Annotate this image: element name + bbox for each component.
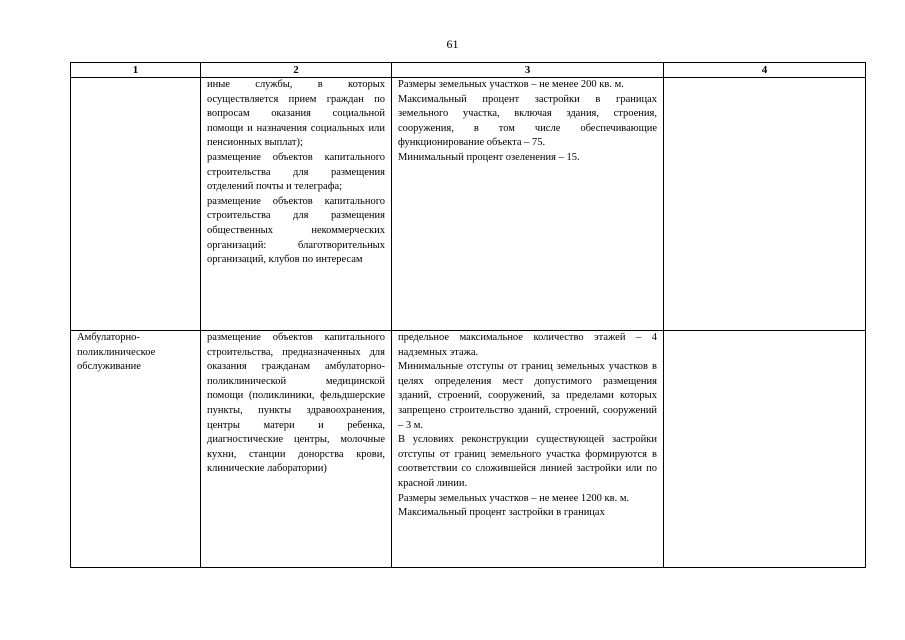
parameter-paragraph: Максимальный процент застройки в границах (398, 507, 605, 519)
table-header-row (71, 63, 866, 78)
column-header-2: 2 (201, 63, 392, 78)
restrictions-cell (664, 78, 866, 331)
column-header-3: 3 (392, 63, 664, 78)
parameter-paragraph: предельное максимальное количество этажей – 4 надземных этажа. (398, 332, 657, 358)
parameter-paragraph: Минимальные отступы от границ земельных участков в целях определения мест допустимого размещения зданий, строений, сооружений, за пределами которых запрещено строительство зданий, строений, сооружений – 3 м. (398, 361, 657, 431)
use-description-paragraph: размещение объектов капитального строительства, предназначенных для оказания гражданам амбулаторно-поликлинической медицинской помощи (поликлиники, фельдшерские пункты, пункты здравоохранения, центры матери и ребенка, диагностические центры, молочные кухни, станции донорства крови, клинические лаборатории) (207, 332, 385, 475)
use-type-cell: Амбулаторно-поликлиническое обслуживание (71, 331, 201, 568)
table-row (71, 78, 866, 331)
parameter-paragraph: Размеры земельных участков – не менее 1200 кв. м. (398, 492, 630, 504)
use-description-cell (201, 78, 392, 331)
use-description-cell (201, 331, 392, 568)
page-number: 61 (446, 37, 459, 51)
zoning-table (70, 62, 866, 568)
parameters-cell (392, 78, 664, 331)
use-description-paragraph: размещение объектов капитального строительства для размещения общественных некоммерческих организаций: благотворительных организаций, клубов по интересам (207, 195, 385, 266)
parameters-cell (392, 331, 664, 568)
parameter-paragraph: Размеры земельных участков – не менее 200 кв. м. (398, 79, 624, 90)
use-type-cell (71, 78, 201, 331)
use-description-paragraph: иные службы, в которых осуществляется прием граждан по вопросам оказания социальной помощи и назначения социальных или пенсионных выплат); (207, 79, 385, 149)
use-description-paragraph: размещение объектов капитального строительства для размещения отделений почты и телеграфа; (207, 151, 385, 193)
restrictions-cell (664, 331, 866, 568)
column-header-4: 4 (664, 63, 866, 78)
parameter-paragraph: Максимальный процент застройки в границах земельного участка, включая здания, строения, сооружения, в том числе обеспечивающие функционирование объекта – 75. (398, 93, 657, 149)
column-header-1: 1 (71, 63, 201, 78)
table-row (71, 331, 866, 568)
parameter-paragraph: Минимальный процент озеленения – 15. (398, 151, 580, 163)
parameter-paragraph: В условиях реконструкции существующей застройки отступы от границ земельного участка формируются в соответствии со сложившейся линией застройки или по красной линии. (398, 434, 657, 489)
